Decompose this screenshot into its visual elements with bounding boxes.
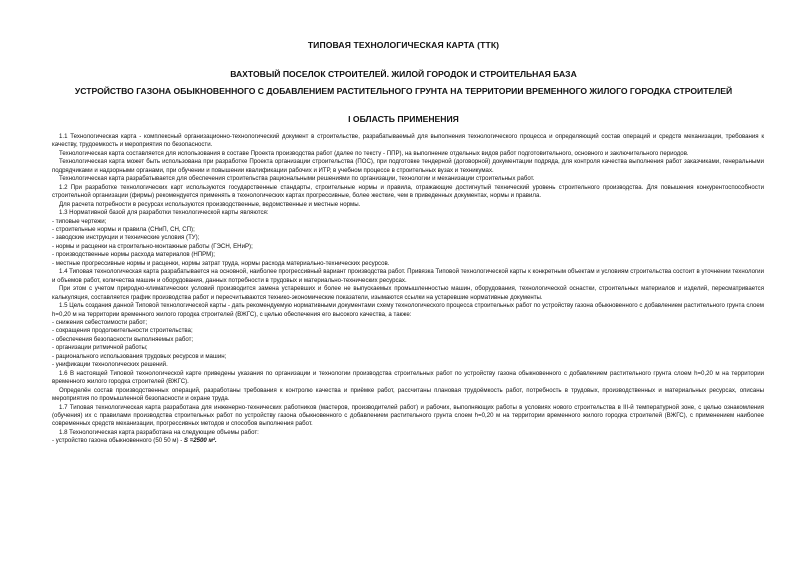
paragraph-1-6: 1.6 В настоящей Типовой технологической карте приведены указания по организации и технологии производства строительных работ по устройству газона обыкновенного с добавлением растительного грунта слоем h=0,20 м на территории временного жилого городка строителей (ВЖГС). xyxy=(52,369,764,386)
paragraph-1-1d: Технологическая карта разрабатывается для обеспечения строительства рациональными решениями по организации, технологии и механизации строительных работ. xyxy=(59,175,535,183)
volume-item-text: - устройство газона обыкновенного (50 50 м) - xyxy=(52,437,184,445)
subject-title: УСТРОЙСТВО ГАЗОНА ОБЫКНОВЕННОГО С ДОБАВЛЕНИЕМ РАСТИТЕЛЬНОГО ГРУНТА НА ТЕРРИТОРИИ ВРЕМЕННОГО ЖИЛОГО ГОРОДКА СТРОИТЕЛЕЙ xyxy=(74,86,733,96)
paragraph-1-2: 1.2 При разработке технологических карт используются государственные стандарты, строительные нормы и правила, отражающие достигнутый технический уровень строительного производства. Для повышения конкурентоспособности строительной организации (фирмы) рекомендуется применять в технологических картах прогрессивные, более жесткие, чем в приведенных документах, нормы и правила. xyxy=(52,183,764,200)
paragraph-1-3: 1.3 Нормативной базой для разработки технологической карты являются: xyxy=(59,209,269,217)
section-heading: I ОБЛАСТЬ ПРИМЕНЕНИЯ xyxy=(348,114,459,124)
list-item: - строительные нормы и правила (СНиП, СН, СП); xyxy=(52,225,195,233)
paragraph-1-8: 1.8 Технологическая карта разработана на следующие объемы работ: xyxy=(59,428,259,436)
list-item: - нормы и расценки на строительно-монтажные работы (ГЭСН, ЕНиР); xyxy=(52,242,253,250)
list-item: - заводские инструкции и технические условия (ТУ); xyxy=(52,234,200,242)
paragraph-1-7: 1.7 Типовая технологическая карта разработана для инженерно-технических работников (мастеров, производителей работ) и рабочих, выполняющих работы в условиях нового строительства в III-й температурной зоне, с целью ознакомления (обучения) их с правилами производства строительных работ по устройству газона обыкновенного с добавлением растительного грунта слоем h=0,20 м на территории временного жилого городка строителей (ВЖГС), с применением наиболее современных средств механизации, прогрессивных методов и способов выполнения работ. xyxy=(52,403,764,428)
paragraph-1-1b: Технологическая карта составляется для использования в составе Проекта производства работ (далее по тексту - ППР), на выполнение отдельных видов работ подготовительного, основного и заключительного периодов. xyxy=(59,149,689,157)
paragraph-1-2b: Для расчета потребности в ресурсах используются производственные, ведомственные и местные нормы. xyxy=(59,200,361,208)
list-item: - сокращения продолжительности строительства; xyxy=(52,327,193,335)
list-item: - обеспечения безопасности выполняемых работ; xyxy=(52,335,194,343)
paragraph-1-1c: Технологическая карта может быть использована при разработке Проекта организации строительства (ПОС), при подготовке тендерной (договорной) документации подряда, для контроля качества выполнения работ заказчиками, генеральными подрядчиками и надзорными органами, при обучении и повышении квалификации рабочих и ИТР, в учебном процессе в строительных вузах и техникумах. xyxy=(52,158,764,174)
area-formula: S =2500 м². xyxy=(183,437,217,445)
paragraph-1-1: 1.1 Технологическая карта - комплексный организационно-технологический документ в строительстве, разрабатываемый для выполнения технологического процесса и определяющий состав операций и средств механизации, требования к качеству, трудоемкость и мероприятия по безопасности. xyxy=(52,133,764,149)
object-title: ВАХТОВЫЙ ПОСЕЛОК СТРОИТЕЛЕЙ. ЖИЛОЙ ГОРОДОК И СТРОИТЕЛЬНАЯ БАЗА xyxy=(230,69,577,79)
list-item: - типовые чертежи; xyxy=(52,217,107,225)
paragraph-1-4b: При этом с учетом природно-климатических условий производится замена устаревших и более не выпускаемых промышленностью машин, оборудования, технологической оснастки, строительных материалов и изделий, пересматривается калькуляция, составляется график производства работ и пересчитываются технико-экономические показатели, изымаются ссылки на устаревшие нормативные документы. xyxy=(52,285,764,301)
paragraph-1-5: 1.5 Цель создания данной Типовой технологической карты - дать рекомендуемую нормативными документами схему технологического процесса строительных работ по устройству газона обыкновенного с добавлением растительного грунта слоем h=0,20 м на территории временного жилого городка строителей (ВЖГС), с целью обеспечения его высокого качества, а также: xyxy=(52,302,764,318)
list-item: - производственные нормы расхода материалов (НПРМ); xyxy=(52,251,215,259)
section-body xyxy=(52,133,764,446)
list-item: - унификации технологических решений. xyxy=(52,361,168,369)
list-item: - рационального использования трудовых ресурсов и машин; xyxy=(52,352,227,360)
paragraph-1-4: 1.4 Типовая технологическая карта разрабатывается на основной, наиболее прогрессивный вариант производства работ. Привязка Типовой технологической карты к конкретным объектам и условиям строительства состоит в уточнении технологии и объемов работ, количества машин и оборудования, данных потребности в трудовых и материально-технических ресурсах. xyxy=(52,268,764,284)
list-item: - местные прогрессивные нормы и расценки, нормы затрат труда, нормы расхода материально-технических ресурсов. xyxy=(52,259,390,267)
document-title: ТИПОВАЯ ТЕХНОЛОГИЧЕСКАЯ КАРТА (ТТК) xyxy=(307,40,500,50)
paragraph-1-6b: Определён состав производственных операций, разработаны требования к контролю качества и приёмке работ, рассчитаны плановая трудоёмкость работ, потребность в трудовых, производственных и материальных ресурсах, описаны мероприятия по промышленной безопасности и охране труда. xyxy=(52,386,764,403)
list-item: - организации ритмичной работы; xyxy=(52,344,148,352)
list-item: - снижения себестоимости работ; xyxy=(52,318,148,326)
volume-item xyxy=(52,437,764,445)
